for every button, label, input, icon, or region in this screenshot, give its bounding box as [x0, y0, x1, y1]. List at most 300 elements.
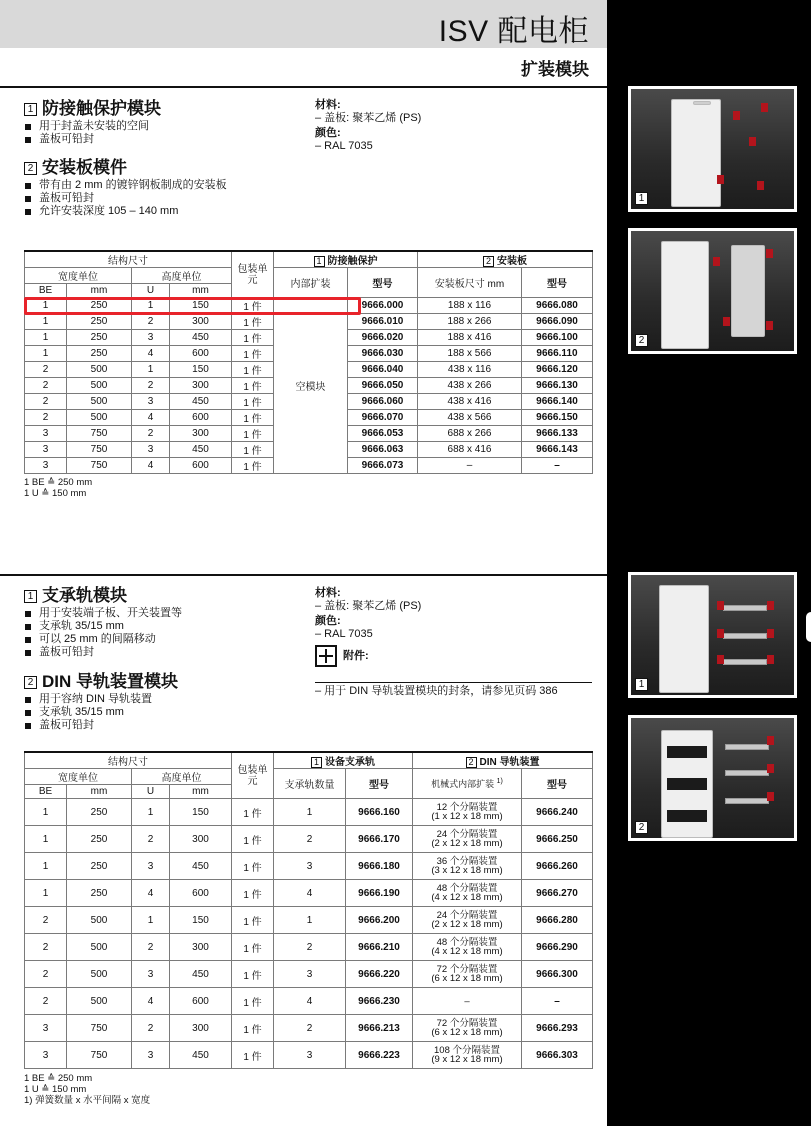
cell-model2: 9666.133 [522, 426, 593, 442]
note-be: 1 BE ≙ 250 mm [24, 477, 93, 488]
cell-rail-count: 1 [274, 799, 346, 826]
cell-model2: 9666.150 [522, 410, 593, 426]
cell-width-mm: 750 [67, 442, 132, 458]
cell-model: 9666.190 [346, 880, 413, 907]
accessory-label: 附件: [343, 649, 369, 662]
cell-u: 3 [132, 961, 170, 988]
col-be: BE [25, 785, 67, 799]
cell-model2: 9666.303 [522, 1042, 593, 1069]
section1-block1-num: 1 [24, 103, 37, 116]
cell-pack: 1 件 [232, 907, 274, 934]
cell-model: 9666.213 [346, 1015, 413, 1042]
cell-height-mm: 300 [170, 1015, 232, 1042]
section1-block1 [24, 99, 304, 146]
cell-width-mm: 250 [67, 330, 132, 346]
col-pack: 包装单元 [232, 251, 274, 298]
cell-be: 1 [25, 298, 67, 314]
group2-num: 2 [483, 256, 494, 267]
col-be: BE [25, 284, 67, 298]
cell-plate-size: 188 x 116 [418, 298, 522, 314]
cell-width-mm: 500 [67, 907, 132, 934]
cell-model2: 9666.290 [522, 934, 593, 961]
cell-mech-count: – [464, 995, 470, 1007]
section2-rule [0, 574, 607, 576]
cell-mech-count: 24 个分隔装置 [436, 829, 498, 840]
material-value: – 盖板: 聚苯乙烯 (PS) [315, 600, 422, 612]
cell-height-mm: 300 [170, 826, 232, 853]
cell-width-mm: 750 [67, 1042, 132, 1069]
cell-rail-count: 2 [274, 826, 346, 853]
cell-u: 1 [132, 907, 170, 934]
cell-pack: 1 件 [232, 314, 274, 330]
cell-model: 9666.073 [348, 458, 418, 474]
bullet-item: 盖板可铅封 [24, 646, 304, 659]
cell-u: 4 [132, 410, 170, 426]
cell-be: 3 [25, 426, 67, 442]
table-row [25, 988, 593, 1015]
plus-icon [315, 645, 337, 667]
group1-num: 1 [314, 256, 325, 267]
cell-width-mm: 750 [67, 426, 132, 442]
col-model: 型号 [348, 268, 418, 298]
cell-model2: 9666.090 [522, 314, 593, 330]
cell-height-mm: 600 [170, 988, 232, 1015]
group1-num: 1 [311, 757, 322, 768]
cell-be: 3 [25, 442, 67, 458]
group2-title: 安装板 [497, 256, 527, 267]
bullet-item: 支承轨 35/15 mm [24, 620, 304, 633]
cell-model: 9666.060 [348, 394, 418, 410]
product-photo-din-module [628, 715, 797, 841]
cell-model2: 9666.143 [522, 442, 593, 458]
section2-block1-heading [24, 586, 304, 606]
section1-block2-num: 2 [24, 162, 37, 175]
cell-mech-dims: (1 x 12 x 18 mm) [431, 811, 503, 822]
cell-pack: 1 件 [232, 362, 274, 378]
cell-pack: 1 件 [232, 880, 274, 907]
bullet-item: 盖板可铅封 [24, 133, 304, 146]
cell-be: 3 [25, 1042, 67, 1069]
photo-tag: 2 [635, 821, 648, 834]
cell-be: 1 [25, 799, 67, 826]
cell-u: 3 [132, 330, 170, 346]
cell-model: 9666.180 [346, 853, 413, 880]
cell-height-mm: 450 [170, 330, 232, 346]
cell-pack: 1 件 [232, 853, 274, 880]
header-rule [0, 86, 607, 88]
accessory-rule [315, 682, 592, 683]
cell-height-mm: 450 [170, 853, 232, 880]
section2-materials [315, 587, 600, 667]
section1-block2-bullets [24, 179, 304, 218]
cell-pack: 1 件 [232, 458, 274, 474]
cell-u: 2 [132, 426, 170, 442]
cell-height-mm: 450 [170, 961, 232, 988]
col-height-units: 高度单位 [132, 769, 232, 785]
group1-header [274, 251, 418, 268]
cell-model2: – [522, 458, 593, 474]
cell-be: 1 [25, 880, 67, 907]
page-edge-tab [806, 612, 811, 642]
cell-height-mm: 300 [170, 934, 232, 961]
cell-pack: 1 件 [232, 1015, 274, 1042]
col-width-units: 宽度单位 [25, 268, 132, 284]
cell-u: 2 [132, 1015, 170, 1042]
col-inner: 内部扩装 [274, 268, 348, 298]
cell-model: 9666.070 [348, 410, 418, 426]
cell-model2: 9666.270 [522, 880, 593, 907]
cell-width-mm: 500 [67, 378, 132, 394]
cell-u: 4 [132, 458, 170, 474]
cell-mech-count: 48 个分隔装置 [436, 883, 498, 894]
col-model2: 型号 [522, 769, 593, 799]
bullet-item: 带有由 2 mm 的镀锌钢板制成的安装板 [24, 179, 304, 192]
cell-be: 1 [25, 314, 67, 330]
page-header [0, 0, 607, 88]
cell-mech-dims: (4 x 12 x 18 mm) [431, 892, 503, 903]
cell-width-mm: 500 [67, 362, 132, 378]
cell-pack: 1 件 [232, 934, 274, 961]
cell-mech-count: 72 个分隔装置 [436, 1018, 498, 1029]
cell-model: 9666.000 [348, 298, 418, 314]
cell-model2: 9666.300 [522, 961, 593, 988]
cell-mech-dims: (3 x 12 x 18 mm) [431, 865, 503, 876]
cell-mech-dims: (2 x 12 x 18 mm) [431, 838, 503, 849]
cell-empty-module: 空模块 [274, 298, 348, 474]
cell-width-mm: 500 [67, 988, 132, 1015]
cell-model: 9666.040 [348, 362, 418, 378]
cell-height-mm: 450 [170, 442, 232, 458]
cell-be: 2 [25, 988, 67, 1015]
cell-height-mm: 600 [170, 346, 232, 362]
cell-pack: 1 件 [232, 826, 274, 853]
cell-mech-inner [413, 934, 522, 961]
cell-model: 9666.160 [346, 799, 413, 826]
cell-model: 9666.220 [346, 961, 413, 988]
cell-model: 9666.170 [346, 826, 413, 853]
section2-table-body [25, 799, 593, 1069]
cell-model2: 9666.110 [522, 346, 593, 362]
group2-header [418, 251, 593, 268]
cell-mech-inner [413, 961, 522, 988]
cell-u: 2 [132, 378, 170, 394]
col-mech [413, 769, 522, 799]
cell-width-mm: 500 [67, 961, 132, 988]
cell-rail-count: 1 [274, 907, 346, 934]
bullet-item: 允许安装深度 105 – 140 mm [24, 205, 304, 218]
cell-u: 2 [132, 314, 170, 330]
cell-model2: 9666.293 [522, 1015, 593, 1042]
cell-pack: 1 件 [232, 426, 274, 442]
cell-model2: – [522, 988, 593, 1015]
table-row [25, 799, 593, 826]
note-be: 1 BE ≙ 250 mm [24, 1073, 93, 1084]
group1-header [274, 752, 413, 769]
col-rail-count: 支承轨数量 [274, 769, 346, 799]
material-value: – 盖板: 聚苯乙烯 (PS) [315, 112, 422, 124]
cell-width-mm: 250 [67, 346, 132, 362]
cell-mech-inner [413, 1015, 522, 1042]
table-row [25, 1042, 593, 1069]
table-row [25, 1015, 593, 1042]
cell-mech-count: 24 个分隔装置 [436, 910, 498, 921]
cell-height-mm: 150 [170, 907, 232, 934]
color-value: – RAL 7035 [315, 628, 373, 640]
section1-block2 [24, 158, 304, 218]
color-label: 颜色: [315, 615, 341, 627]
cell-model2: 9666.140 [522, 394, 593, 410]
section2-block1 [24, 586, 304, 659]
cell-plate-size: – [418, 458, 522, 474]
page-title: ISV 配电柜 [438, 15, 589, 48]
cell-model: 9666.230 [346, 988, 413, 1015]
cell-model2: 9666.130 [522, 378, 593, 394]
section1-table [24, 250, 593, 474]
cell-pack: 1 件 [232, 442, 274, 458]
color-value: – RAL 7035 [315, 140, 373, 152]
table-row [25, 826, 593, 853]
cell-pack: 1 件 [232, 961, 274, 988]
photo-tag: 2 [635, 334, 648, 347]
note-u: 1 U ≙ 150 mm [24, 1084, 87, 1095]
section2-table [24, 751, 593, 1069]
cell-mech-dims: (6 x 12 x 18 mm) [431, 1027, 503, 1038]
col-width-units: 宽度单位 [25, 769, 132, 785]
col-mm: mm [67, 785, 132, 799]
cell-u: 2 [132, 826, 170, 853]
cell-mech-count: 108 个分隔装置 [434, 1045, 500, 1056]
cell-pack: 1 件 [232, 1042, 274, 1069]
section1-block2-heading [24, 158, 304, 178]
section2-block2-title: DIN 导轨装置模块 [42, 672, 178, 691]
cell-height-mm: 150 [170, 298, 232, 314]
section2-block2-bullets [24, 693, 304, 732]
section1-block1-bullets [24, 120, 304, 146]
cell-mech-dims: (9 x 12 x 18 mm) [431, 1054, 503, 1065]
section2-block2 [24, 672, 304, 732]
cell-pack: 1 件 [232, 410, 274, 426]
cell-width-mm: 500 [67, 410, 132, 426]
section2-block2-heading [24, 672, 304, 692]
table-row [25, 961, 593, 988]
cell-rail-count: 4 [274, 988, 346, 1015]
cell-height-mm: 600 [170, 410, 232, 426]
bullet-item: 盖板可铅封 [24, 192, 304, 205]
cell-height-mm: 150 [170, 799, 232, 826]
cell-mech-inner [413, 880, 522, 907]
product-photo-rail-module [628, 572, 797, 698]
bullet-item: 用于封盖未安装的空间 [24, 120, 304, 133]
cell-pack: 1 件 [232, 378, 274, 394]
row-highlight [24, 297, 361, 315]
cell-width-mm: 250 [67, 826, 132, 853]
cell-width-mm: 500 [67, 934, 132, 961]
bullet-item: 支承轨 35/15 mm [24, 706, 304, 719]
page-subtitle: 扩装模块 [521, 60, 589, 79]
col-mech-label: 机械式内部扩装 [431, 779, 495, 789]
product-photo-mounting-plate [628, 228, 797, 354]
table-row [25, 853, 593, 880]
cell-mech-inner [413, 988, 522, 1015]
accessory-heading [315, 645, 600, 667]
cell-model2: 9666.120 [522, 362, 593, 378]
cell-width-mm: 250 [67, 298, 132, 314]
cell-be: 1 [25, 346, 67, 362]
cell-mech-count: 12 个分隔装置 [436, 802, 498, 813]
cell-width-mm: 500 [67, 394, 132, 410]
section1-materials [315, 99, 595, 153]
cell-model: 9666.050 [348, 378, 418, 394]
cell-mech-count: 48 个分隔装置 [436, 937, 498, 948]
col-mm2: mm [170, 785, 232, 799]
cell-u: 1 [132, 799, 170, 826]
cell-plate-size: 188 x 566 [418, 346, 522, 362]
col-height-units: 高度单位 [132, 268, 232, 284]
bullet-item: 用于容纳 DIN 导轨装置 [24, 693, 304, 706]
cell-width-mm: 250 [67, 314, 132, 330]
cell-mech-dims: (4 x 12 x 18 mm) [431, 946, 503, 957]
cell-plate-size: 438 x 266 [418, 378, 522, 394]
cell-model2: 9666.080 [522, 298, 593, 314]
group1-title: 防接触保护 [327, 256, 378, 267]
accessory-text: – 用于 DIN 导轨装置模块的封条，请参见页码 386 [315, 685, 558, 697]
cell-height-mm: 300 [170, 314, 232, 330]
col-mm: mm [67, 284, 132, 298]
photo-tag: 1 [635, 192, 648, 205]
col-pack: 包装单元 [232, 752, 274, 799]
cell-be: 2 [25, 394, 67, 410]
cell-pack: 1 件 [232, 394, 274, 410]
cell-width-mm: 750 [67, 1015, 132, 1042]
cell-u: 3 [132, 442, 170, 458]
product-photo-cover-module [628, 86, 797, 212]
cell-u: 3 [132, 853, 170, 880]
col-model2: 型号 [522, 268, 593, 298]
bullet-item: 盖板可铅封 [24, 719, 304, 732]
cell-be: 2 [25, 934, 67, 961]
cell-pack: 1 件 [232, 799, 274, 826]
cell-rail-count: 2 [274, 1015, 346, 1042]
cell-width-mm: 250 [67, 853, 132, 880]
cell-u: 4 [132, 988, 170, 1015]
cell-u: 3 [132, 1042, 170, 1069]
cell-model2: 9666.260 [522, 853, 593, 880]
cell-plate-size: 188 x 266 [418, 314, 522, 330]
cell-be: 3 [25, 1015, 67, 1042]
cell-mech-inner [413, 907, 522, 934]
section2-block1-num: 1 [24, 590, 37, 603]
cell-mech-inner [413, 826, 522, 853]
cell-u: 1 [132, 298, 170, 314]
cell-model2: 9666.240 [522, 799, 593, 826]
cell-model: 9666.020 [348, 330, 418, 346]
cell-plate-size: 188 x 416 [418, 330, 522, 346]
cell-u: 1 [132, 362, 170, 378]
cell-model: 9666.053 [348, 426, 418, 442]
cell-height-mm: 450 [170, 394, 232, 410]
section1-block2-title: 安装板模件 [42, 158, 127, 177]
cell-be: 2 [25, 362, 67, 378]
group1-title: 设备支承轨 [325, 757, 375, 768]
cell-mech-inner [413, 1042, 522, 1069]
cell-rail-count: 2 [274, 934, 346, 961]
col-struct: 结构尺寸 [25, 251, 232, 268]
section2-block1-bullets [24, 607, 304, 659]
col-model: 型号 [346, 769, 413, 799]
cell-model: 9666.063 [348, 442, 418, 458]
section2-notes [24, 1073, 150, 1106]
cell-u: 2 [132, 934, 170, 961]
cell-be: 1 [25, 826, 67, 853]
cell-be: 1 [25, 853, 67, 880]
cell-model: 9666.010 [348, 314, 418, 330]
col-u: U [132, 785, 170, 799]
group2-header [413, 752, 593, 769]
group2-title: DIN 导轨装置 [479, 757, 540, 768]
cell-model: 9666.030 [348, 346, 418, 362]
cell-u: 4 [132, 346, 170, 362]
col-mech-sup: 1) [496, 778, 503, 785]
cell-pack: 1 件 [232, 988, 274, 1015]
cell-model: 9666.210 [346, 934, 413, 961]
cell-mech-inner [413, 853, 522, 880]
cell-rail-count: 3 [274, 1042, 346, 1069]
material-label: 材料: [315, 587, 341, 599]
material-label: 材料: [315, 99, 341, 111]
cell-be: 3 [25, 458, 67, 474]
cell-height-mm: 300 [170, 378, 232, 394]
cell-be: 2 [25, 410, 67, 426]
cell-model: 9666.200 [346, 907, 413, 934]
table-row [25, 880, 593, 907]
col-mm2: mm [170, 284, 232, 298]
cell-mech-dims: (6 x 12 x 18 mm) [431, 973, 503, 984]
cell-height-mm: 450 [170, 1042, 232, 1069]
cell-pack: 1 件 [232, 330, 274, 346]
col-struct: 结构尺寸 [25, 752, 232, 769]
cell-be: 2 [25, 961, 67, 988]
cell-be: 2 [25, 378, 67, 394]
cell-width-mm: 250 [67, 880, 132, 907]
section2-block1-title: 支承轨模块 [42, 586, 127, 605]
section1-table-body [25, 298, 593, 474]
note-u: 1 U ≙ 150 mm [24, 488, 87, 499]
cell-plate-size: 688 x 266 [418, 426, 522, 442]
group2-num: 2 [466, 757, 477, 768]
col-u: U [132, 284, 170, 298]
cell-width-mm: 750 [67, 458, 132, 474]
cell-be: 1 [25, 330, 67, 346]
cell-u: 3 [132, 394, 170, 410]
cell-mech-dims: (2 x 12 x 18 mm) [431, 919, 503, 930]
cell-plate-size: 438 x 116 [418, 362, 522, 378]
cell-rail-count: 3 [274, 961, 346, 988]
section1-notes [24, 477, 92, 499]
cell-rail-count: 3 [274, 853, 346, 880]
bullet-item: 用于安装端子板、开关装置等 [24, 607, 304, 620]
cell-height-mm: 300 [170, 426, 232, 442]
cell-width-mm: 250 [67, 799, 132, 826]
cell-height-mm: 600 [170, 458, 232, 474]
cell-rail-count: 4 [274, 880, 346, 907]
cell-pack: 1 件 [232, 298, 274, 314]
section1-block1-title: 防接触保护模块 [42, 99, 161, 118]
cell-be: 2 [25, 907, 67, 934]
bullet-item: 可以 25 mm 的间隔移动 [24, 633, 304, 646]
cell-height-mm: 150 [170, 362, 232, 378]
photo-tag: 1 [635, 678, 648, 691]
table-row [25, 907, 593, 934]
